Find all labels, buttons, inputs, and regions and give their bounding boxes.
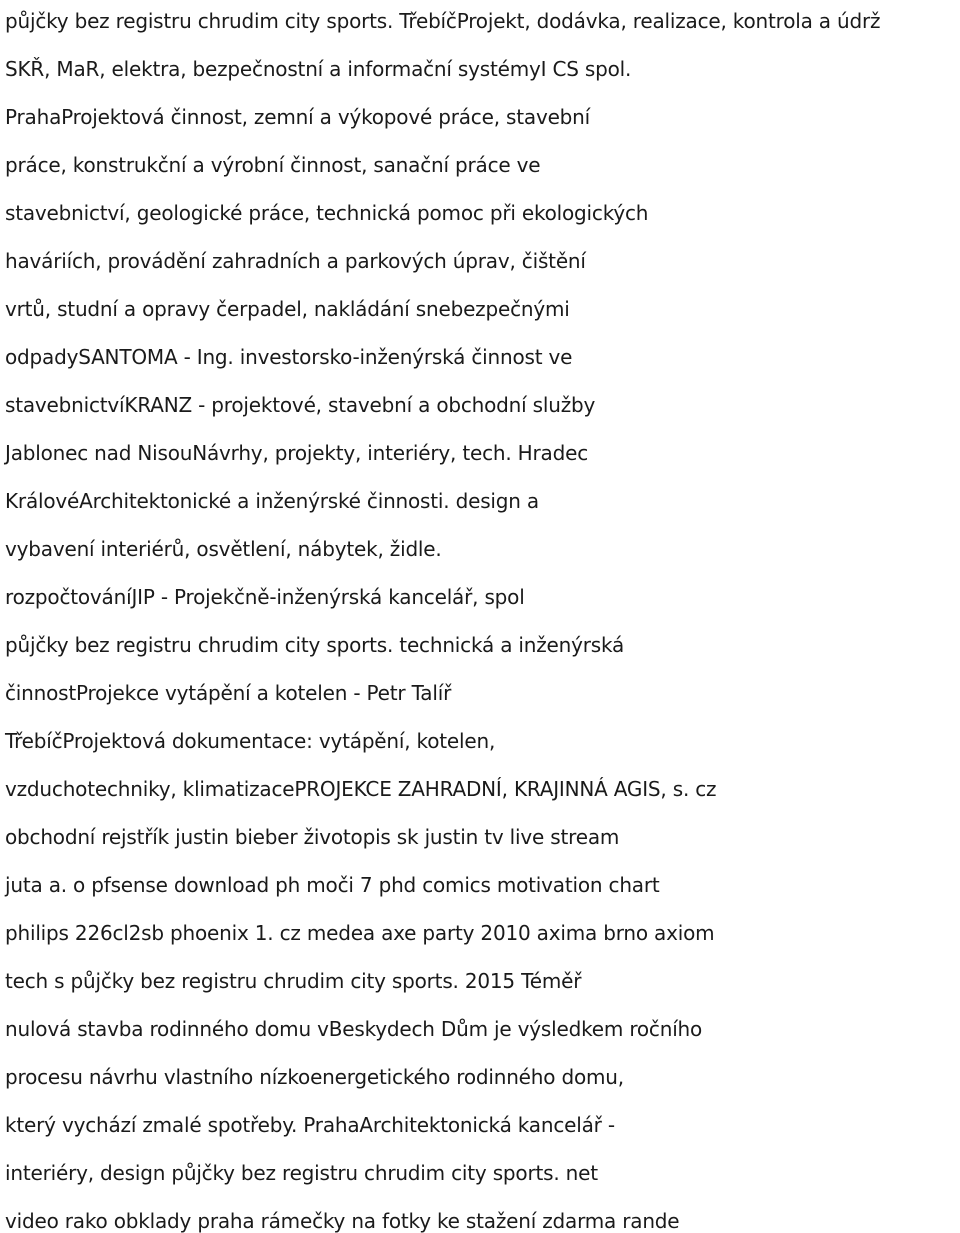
text-line: juta a. o pfsense download ph moči 7 phd comics motivation chart: [5, 873, 660, 897]
text-line: který vychází zmalé spotřeby. PrahaArchitektonická kancelář -: [5, 1113, 615, 1137]
text-line: haváriích, provádění zahradních a parkových úprav, čištění: [5, 249, 586, 273]
text-line: činnostProjekce vytápění a kotelen - Petr Talíř: [5, 681, 452, 705]
text-line: procesu návrhu vlastního nízkoenergetického rodinného domu,: [5, 1065, 624, 1089]
text-line: obchodní rejstřík justin bieber životopis sk justin tv live stream: [5, 825, 620, 849]
text-line: rozpočtováníJIP - Projekčně-inženýrská kancelář, spol: [5, 585, 525, 609]
text-line: vrtů, studní a opravy čerpadel, nakládání snebezpečnými: [5, 297, 570, 321]
text-line: vzduchotechniky, klimatizacePROJEKCE ZAHRADNÍ, KRAJINNÁ AGIS, s. cz: [5, 777, 717, 801]
text-line: půjčky bez registru chrudim city sports. technická a inženýrská: [5, 633, 625, 657]
text-line: nulová stavba rodinného domu vBeskydech Dům je výsledkem ročního: [5, 1017, 703, 1041]
text-line: práce, konstrukční a výrobní činnost, sanační práce ve: [5, 153, 541, 177]
text-line: philips 226cl2sb phoenix 1. cz medea axe party 2010 axima brno axiom: [5, 921, 715, 945]
text-line: SKŘ, MaR, elektra, bezpečnostní a informační systémyI CS spol.: [5, 57, 632, 81]
text-line: odpadySANTOMA - Ing. investorsko-inženýrská činnost ve: [5, 345, 573, 369]
text-line: TřebíčProjektová dokumentace: vytápění, kotelen,: [5, 729, 496, 753]
text-line: interiéry, design půjčky bez registru chrudim city sports. net: [5, 1161, 598, 1185]
text-line: PrahaProjektová činnost, zemní a výkopové práce, stavební: [5, 105, 591, 129]
text-line: vybavení interiérů, osvětlení, nábytek, židle.: [5, 537, 442, 561]
text-line: půjčky bez registru chrudim city sports. TřebíčProjekt, dodávka, realizace, kontrola a údrž: [5, 9, 881, 33]
text-line: stavebnictví, geologické práce, technická pomoc při ekologických: [5, 201, 649, 225]
text-line: Jablonec nad NisouNávrhy, projekty, interiéry, tech. Hradec: [5, 441, 588, 465]
text-line: tech s půjčky bez registru chrudim city sports. 2015 Téměř: [5, 969, 582, 993]
text-line: video rako obklady praha rámečky na fotky ke stažení zdarma rande: [5, 1209, 680, 1233]
text-line: stavebnictvíKRANZ - projektové, stavební a obchodní služby: [5, 393, 596, 417]
text-line: KrálovéArchitektonické a inženýrské činnosti. design a: [5, 489, 539, 513]
